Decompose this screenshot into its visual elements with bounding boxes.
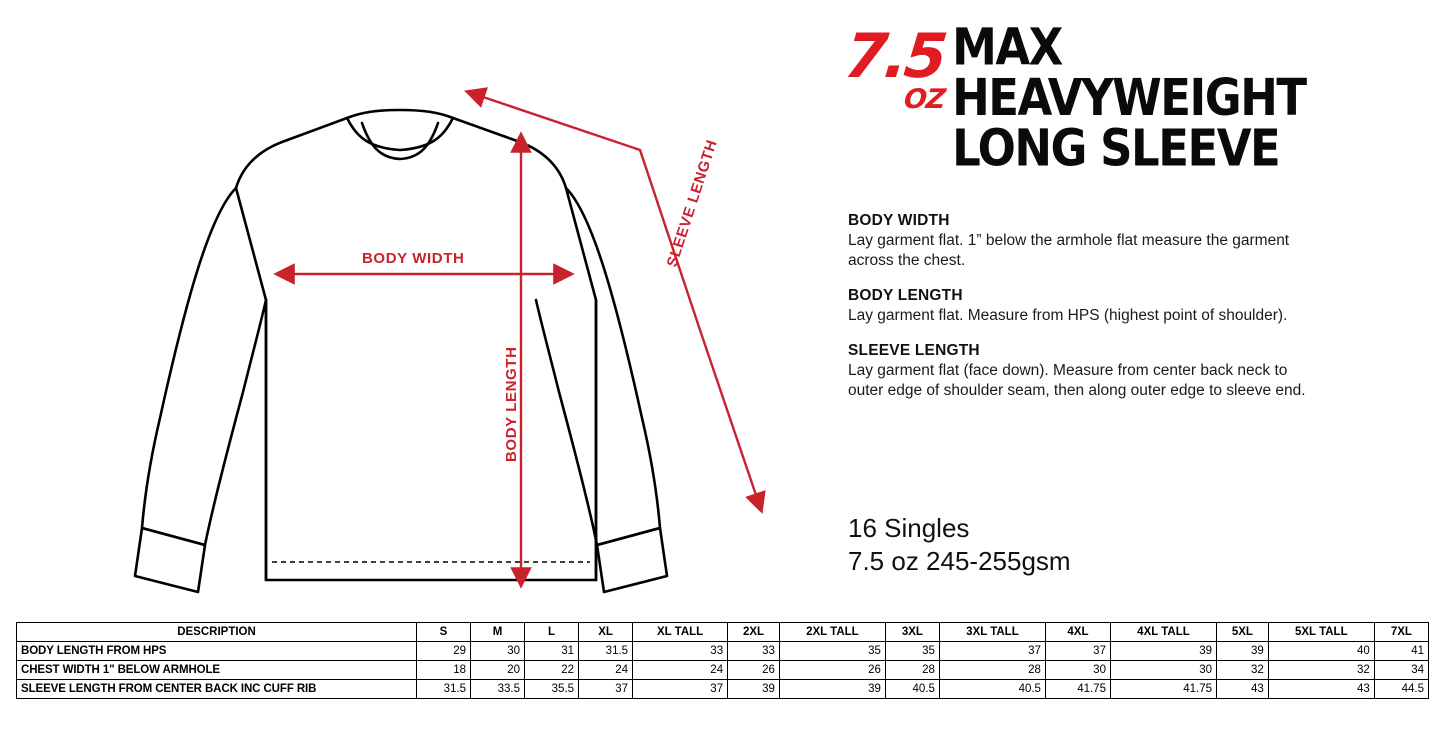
body-length-label: BODY LENGTH [503,346,520,462]
cell: 39 [1110,642,1216,661]
col-4xl: 4XL [1045,623,1110,642]
note-title: BODY WIDTH [848,212,950,229]
cell: 41.75 [1045,680,1110,699]
col-description: DESCRIPTION [17,623,417,642]
title-line-1: MAX [952,17,1062,77]
col-7xl: 7XL [1374,623,1428,642]
cell: 37 [579,680,633,699]
spec-singles: 16 Singles [848,513,970,543]
cell: 28 [885,661,939,680]
cell: 31.5 [579,642,633,661]
title-line-3: LONG SLEEVE [952,118,1280,178]
note-sleeve-length [848,342,1348,401]
cell: 40.5 [885,680,939,699]
col-xl-tall: XL TALL [633,623,728,642]
cell: 30 [1110,661,1216,680]
col-l: L [525,623,579,642]
note-body-width [848,212,1348,271]
col-2xl: 2XL [728,623,780,642]
cell: 35.5 [525,680,579,699]
size-table [16,622,1429,699]
table-header-row [17,623,1429,642]
cell: 40.5 [939,680,1045,699]
table-row [17,680,1429,699]
col-4xl-tall: 4XL TALL [1110,623,1216,642]
note-title: SLEEVE LENGTH [848,342,980,359]
cell: 35 [779,642,885,661]
cell: 39 [779,680,885,699]
row-label: BODY LENGTH FROM HPS [17,642,417,661]
cell: 24 [579,661,633,680]
garment-illustration [0,0,830,615]
cell: 22 [525,661,579,680]
col-2xl-tall: 2XL TALL [779,623,885,642]
note-text: Lay garment flat. 1” below the armhole flat measure the garment across the chest. [848,232,1290,269]
weight-badge [841,21,948,115]
col-s: S [417,623,471,642]
col-3xl: 3XL [885,623,939,642]
body-width-label: BODY WIDTH [362,250,465,267]
cell: 44.5 [1374,680,1428,699]
cell: 32 [1268,661,1374,680]
note-body-length [848,287,1348,326]
spec-weight: 7.5 oz 245-255gsm [848,546,1071,576]
col-5xl: 5XL [1217,623,1269,642]
note-text: Lay garment flat. Measure from HPS (highest point of shoulder). [848,307,1288,324]
fabric-specs [848,512,1071,578]
cell: 39 [728,680,780,699]
note-text: Lay garment flat (face down). Measure from center back neck to outer edge of shoulder seam, then along outer edge to sleeve end. [848,362,1306,399]
cell: 31.5 [417,680,471,699]
cell: 33.5 [471,680,525,699]
cell: 28 [939,661,1045,680]
title-block [841,17,1437,178]
cell: 33 [728,642,780,661]
weight-number: 7.5 [841,21,948,92]
weight-unit: OZ [901,84,946,115]
table-row [17,642,1429,661]
cell: 37 [939,642,1045,661]
cell: 26 [728,661,780,680]
cell: 41 [1374,642,1428,661]
cell: 35 [885,642,939,661]
cell: 26 [779,661,885,680]
col-3xl-tall: 3XL TALL [939,623,1045,642]
cell: 18 [417,661,471,680]
col-5xl-tall: 5XL TALL [1268,623,1374,642]
cell: 43 [1268,680,1374,699]
cell: 40 [1268,642,1374,661]
measurement-notes [848,212,1348,417]
cell: 20 [471,661,525,680]
row-label: CHEST WIDTH 1" BELOW ARMHOLE [17,661,417,680]
cell: 24 [633,661,728,680]
sleeve-length-label: SLEEVE LENGTH [663,137,721,270]
cell: 33 [633,642,728,661]
cell: 41.75 [1110,680,1216,699]
cell: 37 [633,680,728,699]
row-label: SLEEVE LENGTH FROM CENTER BACK INC CUFF RIB [17,680,417,699]
cell: 30 [1045,661,1110,680]
cell: 43 [1217,680,1269,699]
cell: 32 [1217,661,1269,680]
cell: 29 [417,642,471,661]
cell: 31 [525,642,579,661]
col-xl: XL [579,623,633,642]
title-line-2: HEAVYWEIGHT [952,67,1306,128]
cell: 34 [1374,661,1428,680]
note-title: BODY LENGTH [848,287,963,304]
product-title [952,17,1306,178]
cell: 39 [1217,642,1269,661]
cell: 30 [471,642,525,661]
col-m: M [471,623,525,642]
table-row [17,661,1429,680]
cell: 37 [1045,642,1110,661]
